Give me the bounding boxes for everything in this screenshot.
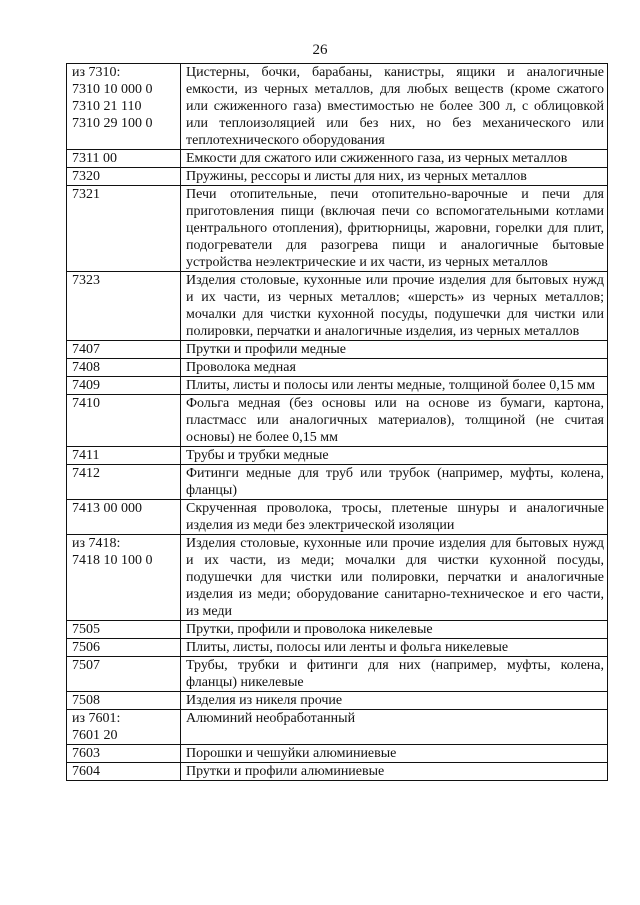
tnved-code: 7601 20 [72, 728, 118, 743]
description-cell: Алюминий необработанный [181, 710, 608, 745]
table-row [67, 272, 608, 341]
description-cell: Печи отопительные, печи отопительно-варочные и печи для приготовления пищи (включая печи со вспомогательными котлами центрального отопления), фритюрницы, жаровни, горелки для плит, подогреватели для разогрева пищи и аналогичные бытовые устройства неэлектрические и их части, из черных металлов [181, 186, 608, 272]
tnved-code: 7411 [72, 448, 100, 463]
description-cell: Плиты, листы, полосы или ленты и фольга никелевые [181, 639, 608, 657]
tnved-code: 7311 00 [72, 151, 117, 166]
code-cell [67, 692, 181, 710]
table-row [67, 465, 608, 500]
tnved-code: 7407 [72, 342, 100, 357]
code-cell [67, 710, 181, 745]
code-cell [67, 341, 181, 359]
description-cell: Фитинги медные для труб или трубок (например, муфты, колена, фланцы) [181, 465, 608, 500]
table-row [67, 186, 608, 272]
table-row [67, 535, 608, 621]
code-cell [67, 377, 181, 395]
code-cell [67, 359, 181, 377]
code-cell [67, 465, 181, 500]
description-cell: Изделия столовые, кухонные или прочие изделия для бытовых нужд и их части, из меди; мочалки для чистки кухонной посуды, подушечки для чистки или полировки, перчатки и аналогичные изделия из меди; оборудование санитарно-техническое и его части, из меди [181, 535, 608, 621]
code-cell [67, 447, 181, 465]
description-cell: Прутки, профили и проволока никелевые [181, 621, 608, 639]
tnved-code: 7418 10 100 0 [72, 553, 153, 568]
description-cell: Изделия столовые, кухонные или прочие изделия для бытовых нужд и их части, из черных металлов; «шерсть» из черных металлов; мочалки для чистки кухонной посуды, подушечки для чистки или полировки, перчатки и аналогичные изделия, из черных металлов [181, 272, 608, 341]
tnved-code: 7409 [72, 378, 100, 393]
code-cell [67, 186, 181, 272]
description-cell: Проволока медная [181, 359, 608, 377]
code-cell [67, 150, 181, 168]
table-row [67, 710, 608, 745]
table-row [67, 150, 608, 168]
tnved-code: 7505 [72, 622, 100, 637]
tnved-code: 7506 [72, 640, 100, 655]
description-cell: Прутки и профили алюминиевые [181, 763, 608, 781]
table-row [67, 64, 608, 150]
description-cell: Фольга медная (без основы или на основе из бумаги, картона, пластмасс или аналогичных материалов), толщиной (не считая основы) не более 0,15 мм [181, 395, 608, 447]
tnved-code: из 7418: [72, 536, 121, 551]
tnved-code: 7508 [72, 693, 100, 708]
table-row [67, 692, 608, 710]
description-cell: Прутки и профили медные [181, 341, 608, 359]
table-row [67, 763, 608, 781]
code-cell [67, 621, 181, 639]
tnved-code: 7320 [72, 169, 100, 184]
code-cell [67, 168, 181, 186]
table-row [67, 447, 608, 465]
table-row [67, 657, 608, 692]
code-cell [67, 535, 181, 621]
table-row [67, 359, 608, 377]
code-cell [67, 500, 181, 535]
table-row [67, 341, 608, 359]
tnved-code: из 7601: [72, 711, 121, 726]
description-cell: Изделия из никеля прочие [181, 692, 608, 710]
description-cell: Порошки и чешуйки алюминиевые [181, 745, 608, 763]
code-cell [67, 64, 181, 150]
description-cell: Трубы и трубки медные [181, 447, 608, 465]
page-number: 26 [312, 42, 328, 58]
tnved-code: 7321 [72, 187, 100, 202]
table-row [67, 395, 608, 447]
table-row [67, 639, 608, 657]
table-row [67, 168, 608, 186]
tnved-code: 7310 29 100 0 [72, 116, 153, 131]
code-cell [67, 763, 181, 781]
description-cell: Скрученная проволока, тросы, плетеные шнуры и аналогичные изделия из меди без электрической изоляции [181, 500, 608, 535]
table-row [67, 377, 608, 395]
tnved-code: 7604 [72, 764, 100, 779]
tnved-code: 7412 [72, 466, 100, 481]
customs-codes-table [66, 63, 608, 781]
tnved-code: 7413 00 000 [72, 501, 142, 516]
code-cell [67, 395, 181, 447]
tnved-code: 7410 [72, 396, 100, 411]
tnved-code: из 7310: [72, 65, 121, 80]
code-cell [67, 657, 181, 692]
tnved-code: 7408 [72, 360, 100, 375]
description-cell: Цистерны, бочки, барабаны, канистры, ящики и аналогичные емкости, из черных металлов, для любых веществ (кроме сжатого или сжиженного газа) вместимостью не более 300 л, с облицовкой или теплоизоляцией или без них, но без механического или теплотехнического оборудования [181, 64, 608, 150]
code-cell [67, 639, 181, 657]
description-cell: Емкости для сжатого или сжиженного газа, из черных металлов [181, 150, 608, 168]
tnved-code: 7603 [72, 746, 100, 761]
description-cell: Пружины, рессоры и листы для них, из черных металлов [181, 168, 608, 186]
description-cell: Трубы, трубки и фитинги для них (например, муфты, колена, фланцы) никелевые [181, 657, 608, 692]
code-cell [67, 745, 181, 763]
table-row [67, 500, 608, 535]
tnved-code: 7323 [72, 273, 100, 288]
table-row [67, 745, 608, 763]
tnved-code: 7310 10 000 0 [72, 82, 153, 97]
tnved-code: 7310 21 110 [72, 99, 142, 114]
tnved-code: 7507 [72, 658, 100, 673]
table-row [67, 621, 608, 639]
description-cell: Плиты, листы и полосы или ленты медные, толщиной более 0,15 мм [181, 377, 608, 395]
code-cell [67, 272, 181, 341]
